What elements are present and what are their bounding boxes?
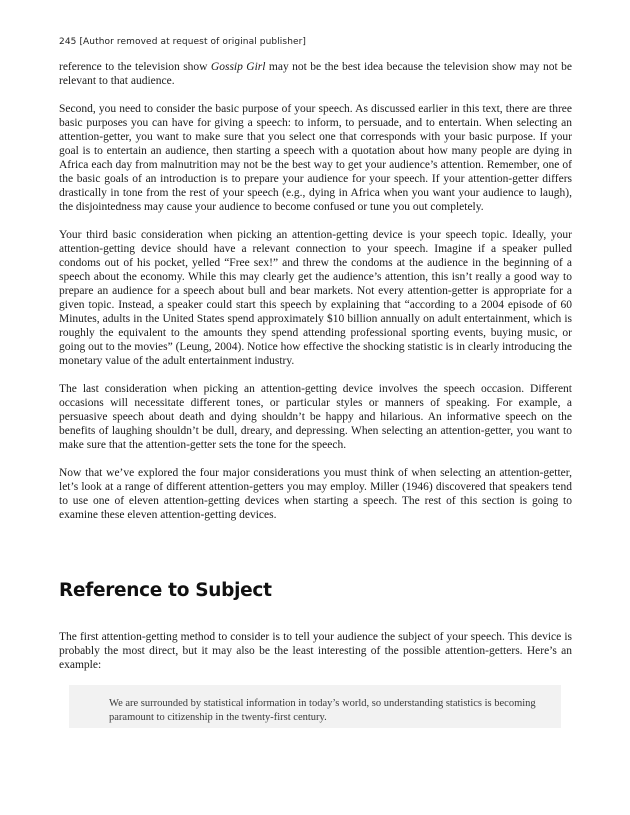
show-title: Gossip Girl [210, 61, 266, 73]
example-quote: We are surrounded by statistical information in today’s world, so understanding statistics is becoming paramount to citizenship in the twenty-first century. [69, 685, 561, 728]
section-heading: Reference to Subject [59, 580, 272, 601]
paragraph-text: may not be the best idea because the television show may not be relevant to that audience. [59, 61, 572, 87]
paragraph-topic: Your third basic consideration when picking an attention-getting device is your speech topic. Ideally, your attention-getting device should have a relevant connection to your speech. Imagine if a speaker pulled condoms out of his pocket, yelled “Free sex!” and threw the condoms at the audience in the beginning of a speech about the economy. While this may clearly get the audience’s attention, this isn’t really a good way to prepare an audience for a speech about bull and bear markets. Not every attention-getter is appropriate for a given topic. Instead, a speaker could start this speech by explaining that “according to a 2004 episode of 60 Minutes, adults in the United States spend approximately $10 billion annually on adult entertainment, which is roughly the equivalent to the amounts they spend attending professional sporting events, buying music, or going out to the movies” (Leung, 2004). Notice how effective the shocking statistic is in clearly introducing the monetary value of the adult entertainment industry. [59, 229, 573, 367]
paragraph-occasion: The last consideration when picking an attention-getting device involves the speech occasion. Different occasions will necessitate different tones, or particular styles or manners of speaking. For example, a persuasive speech about death and dying shouldn’t be happy and hilarious. An informative speech on the benefits of laughing shouldn’t be dull, dreary, and depressing. When selecting an attention-getter, you want to make sure that the attention-getter sets the tone for the speech. [59, 383, 572, 451]
paragraph-purpose: Second, you need to consider the basic purpose of your speech. As discussed earlier in this text, there are three basic purposes you can have for giving a speech: to inform, to persuade, and to entertain. When selecting an attention-getter, you want to make sure that you select one that corresponds with your basic purpose. If your goal is to entertain an audience, then starting a speech with a quotation about how many people are dying in Africa each day from malnutrition may not be the best way to get your audience’s attention. Remember, one of the basic goals of an introduction is to prepare your audience for your speech. If your attention-getter differs drastically in tone from the rest of your speech (e.g., dying in Africa when you want your audience to laugh), the disjointedness may cause your audience to become confused or tune you out completely. [59, 103, 572, 213]
paragraph-text: reference to the television show [59, 61, 211, 73]
paragraph-continuation [59, 60, 572, 88]
section-intro: The first attention-getting method to consider is to tell your audience the subject of your speech. This device is probably the most direct, but it may also be the least interesting of the possible attention-getters. Here’s an example: [59, 631, 572, 671]
page-header: 245 [Author removed at request of original publisher] [59, 37, 307, 47]
paragraph-transition: Now that we’ve explored the four major considerations you must think of when selecting an attention-getter, let’s look at a range of different attention-getters you may employ. Miller (1946) discovered that speakers tend to use one of eleven attention-getting devices when starting a speech. The rest of this section is going to examine these eleven attention-getting devices. [59, 467, 572, 521]
body-text [59, 60, 572, 536]
